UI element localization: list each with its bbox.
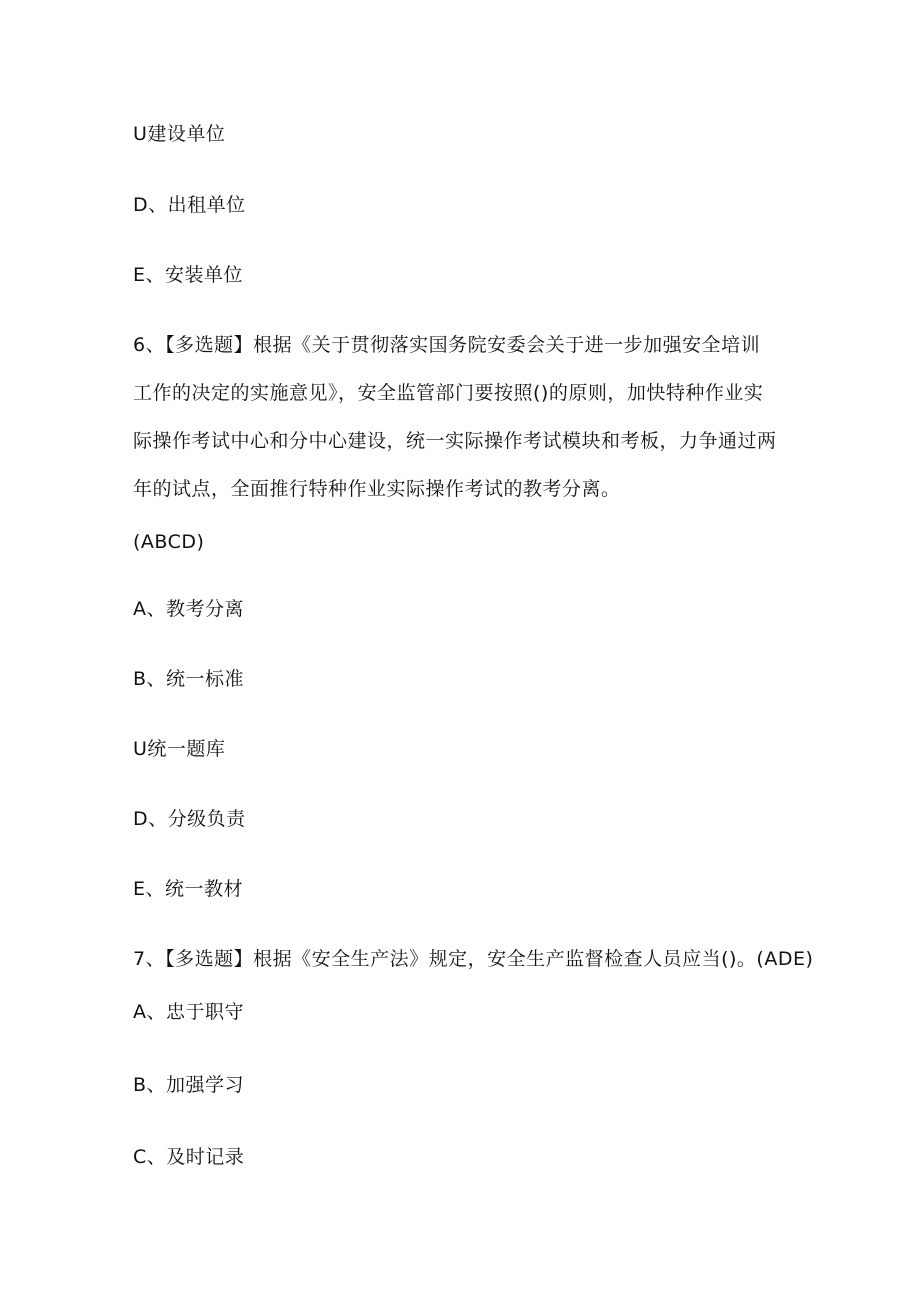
q6-option-c: U统一题库 [133,738,226,760]
q6-option-a: A、教考分离 [133,598,244,620]
q6-option-d: D、分级负责 [133,808,246,830]
q7-option-c: C、及时记录 [133,1146,245,1168]
q5-option-e: E、安装单位 [133,264,244,286]
q7-option-a: A、忠于职守 [133,1001,244,1023]
q6-answer: (ABCD) [133,531,205,553]
q6-option-e: E、统一教材 [133,878,244,900]
q5-option-d: D、出租单位 [133,194,246,216]
q7-option-b: B、加强学习 [133,1074,245,1096]
q6-stem-line-3: 际操作考试中心和分中心建设，统一实际操作考试模块和考板，力争通过两 [133,430,777,452]
q6-stem-line-2: 工作的决定的实施意见》，安全监管部门要按照()的原则，加快特种作业实 [133,382,764,404]
q6-stem-line-1: 6、【多选题】根据《关于贯彻落实国务院安委会关于进一步加强安全培训 [133,334,761,356]
q7-stem: 7、【多选题】根据《安全生产法》规定，安全生产监督检查人员应当()。(ADE) [133,948,814,970]
q5-option-c: U建设单位 [133,123,226,145]
q6-option-b: B、统一标准 [133,668,245,690]
q6-stem-line-4: 年的试点，全面推行特种作业实际操作考试的教考分离。 [133,478,621,500]
q6-stem [133,321,793,513]
